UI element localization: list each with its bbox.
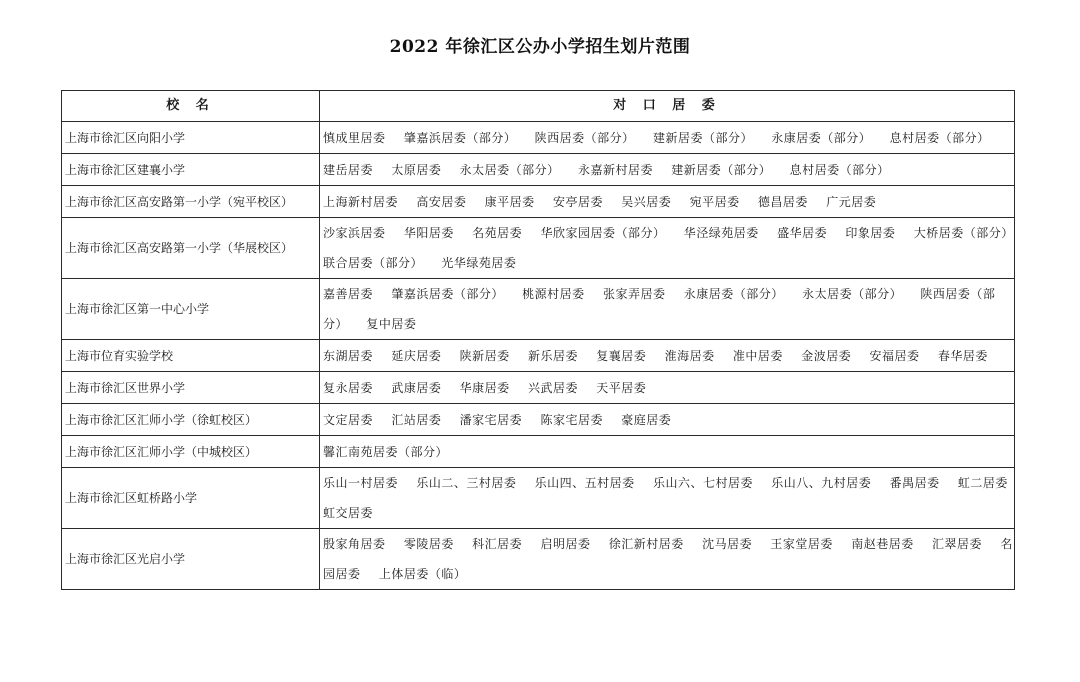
school-name: 上海市徐汇区光启小学	[62, 529, 320, 590]
table-row	[62, 404, 1015, 436]
community-list: 殷家角居委 零陵居委 科汇居委 启明居委 徐汇新村居委 沈马居委 王家堂居委 南赵巷居委 汇翠居委 名园居委 上体居委（临）	[320, 529, 1015, 590]
community-list: 乐山一村居委 乐山二、三村居委 乐山四、五村居委 乐山六、七村居委 乐山八、九村居委 番禺居委 虹二居委 虹交居委	[320, 468, 1015, 529]
school-name: 上海市徐汇区汇师小学（中城校区）	[62, 436, 320, 468]
table-row	[62, 154, 1015, 186]
community-list: 沙家浜居委 华阳居委 名苑居委 华欣家园居委（部分） 华泾绿苑居委 盛华居委 印象居委 大桥居委（部分） 联合居委（部分） 光华绿苑居委	[320, 218, 1015, 279]
school-name: 上海市徐汇区建襄小学	[62, 154, 320, 186]
table-header-row	[62, 91, 1015, 122]
community-list: 上海新村居委 高安居委 康平居委 安亭居委 吴兴居委 宛平居委 德昌居委 广元居委	[320, 186, 1015, 218]
table-row	[62, 468, 1015, 529]
table-row	[62, 436, 1015, 468]
community-list: 东湖居委 延庆居委 陕新居委 新乐居委 复襄居委 淮海居委 准中居委 金波居委 安福居委 春华居委	[320, 340, 1015, 372]
community-list: 建岳居委 太原居委 永太居委（部分） 永嘉新村居委 建新居委（部分） 息村居委（部分）	[320, 154, 1015, 186]
community-list: 文定居委 汇站居委 潘家宅居委 陈家宅居委 豪庭居委	[320, 404, 1015, 436]
community-list: 嘉善居委 肇嘉浜居委（部分） 桃源村居委 张家弄居委 永康居委（部分） 永太居委（部分） 陕西居委（部分） 复中居委	[320, 279, 1015, 340]
page-title: 2022 年徐汇区公办小学招生划片范围	[389, 37, 691, 57]
enrollment-table	[61, 90, 1015, 590]
community-list: 慎成里居委 肇嘉浜居委（部分） 陕西居委（部分） 建新居委（部分） 永康居委（部分） 息村居委（部分）	[320, 122, 1015, 154]
header-communities: 对 口 居 委	[320, 91, 1015, 122]
table-row	[62, 529, 1015, 590]
table-row	[62, 372, 1015, 404]
school-name: 上海市位育实验学校	[62, 340, 320, 372]
header-school: 校 名	[62, 91, 320, 122]
table-row	[62, 186, 1015, 218]
table-row	[62, 340, 1015, 372]
table-row	[62, 122, 1015, 154]
school-name: 上海市徐汇区虹桥路小学	[62, 468, 320, 529]
table-row	[62, 218, 1015, 279]
community-list: 复永居委 武康居委 华康居委 兴武居委 天平居委	[320, 372, 1015, 404]
school-name: 上海市徐汇区汇师小学（徐虹校区）	[62, 404, 320, 436]
community-list: 馨汇南苑居委（部分）	[320, 436, 1015, 468]
school-name: 上海市徐汇区高安路第一小学（宛平校区）	[62, 186, 320, 218]
school-name: 上海市徐汇区世界小学	[62, 372, 320, 404]
school-name: 上海市徐汇区高安路第一小学（华展校区）	[62, 218, 320, 279]
school-name: 上海市徐汇区第一中心小学	[62, 279, 320, 340]
table-row	[62, 279, 1015, 340]
school-name: 上海市徐汇区向阳小学	[62, 122, 320, 154]
